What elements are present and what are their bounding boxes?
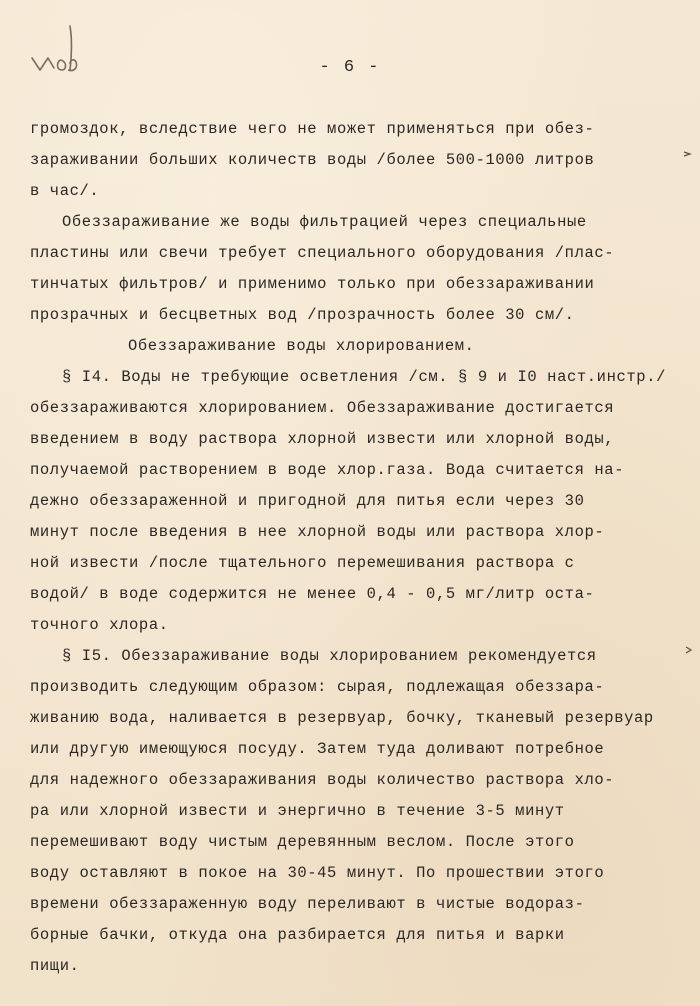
- section-heading: Обеззараживание воды хлорированием.: [128, 337, 475, 355]
- text-line: для надежного обеззараживания воды количество раствора хло-: [30, 771, 615, 789]
- text-line: или другую имеющуюся посуду. Затем туда доливают потребное: [30, 740, 605, 758]
- text-line: тинчатых фильтров/ и применимо только при обеззараживании: [30, 275, 595, 293]
- text-line: времени обеззараженную воду переливают в чистые водораз-: [30, 895, 585, 913]
- text-line: точного хлора.: [30, 616, 169, 634]
- text-line: минут после введения в нее хлорной воды или раствора хлор-: [30, 523, 605, 541]
- text-line: перемешивают воду чистым деревянным веслом. После этого: [30, 833, 575, 851]
- text-line: дежно обеззараженной и пригодной для питья если через 30: [30, 492, 585, 510]
- text-line: воду оставляют в покое на 30-45 минут. По прошествии этого: [30, 864, 605, 882]
- text-line: зараживании больших количеств воды /более 500-1000 литров: [30, 151, 595, 169]
- text-line: получаемой растворением в воде хлор.газа. Вода считается на-: [30, 461, 625, 479]
- margin-tick-icon: [682, 148, 694, 160]
- text-line: § I5. Обеззараживание воды хлорированием рекомендуется: [62, 647, 597, 665]
- text-line: производить следующим образом: сырая, подлежащая обеззара-: [30, 678, 605, 696]
- text-line: ра или хлорной извести и энергично в течение 3-5 минут: [30, 802, 565, 820]
- text-line: введением в воду раствора хлорной извести или хлорной воды,: [30, 430, 615, 448]
- text-line: пластины или свечи требует специального оборудования /плас-: [30, 244, 615, 262]
- text-line: обеззараживаются хлорированием. Обеззараживание достигается: [30, 399, 615, 417]
- text-line: живанию вода, наливается в резервуар, бочку, тканевый резервуар: [30, 709, 654, 727]
- text-line: громоздок, вследствие чего не может применяться при обез-: [30, 120, 595, 138]
- text-line: ной извести /после тщательного перемешивания раствора с: [30, 554, 575, 572]
- text-line: прозрачных и бесцветных вод /прозрачность более 30 см/.: [30, 306, 575, 324]
- page-number: - 6 -: [319, 58, 381, 77]
- text-line: Обеззараживание же воды фильтрацией через специальные: [62, 213, 587, 231]
- margin-tick-icon: [684, 644, 694, 656]
- text-line: водой/ в воде содержится не менее 0,4 - 0,5 мг/литр оста-: [30, 585, 595, 603]
- text-line: борные бачки, откуда она разбирается для питья и варки: [30, 926, 565, 944]
- text-line: в час/.: [30, 182, 100, 200]
- text-line: § I4. Воды не требующие осветления /см. § 9 и I0 наст.инстр./: [62, 368, 666, 386]
- text-line: пищи.: [30, 957, 80, 975]
